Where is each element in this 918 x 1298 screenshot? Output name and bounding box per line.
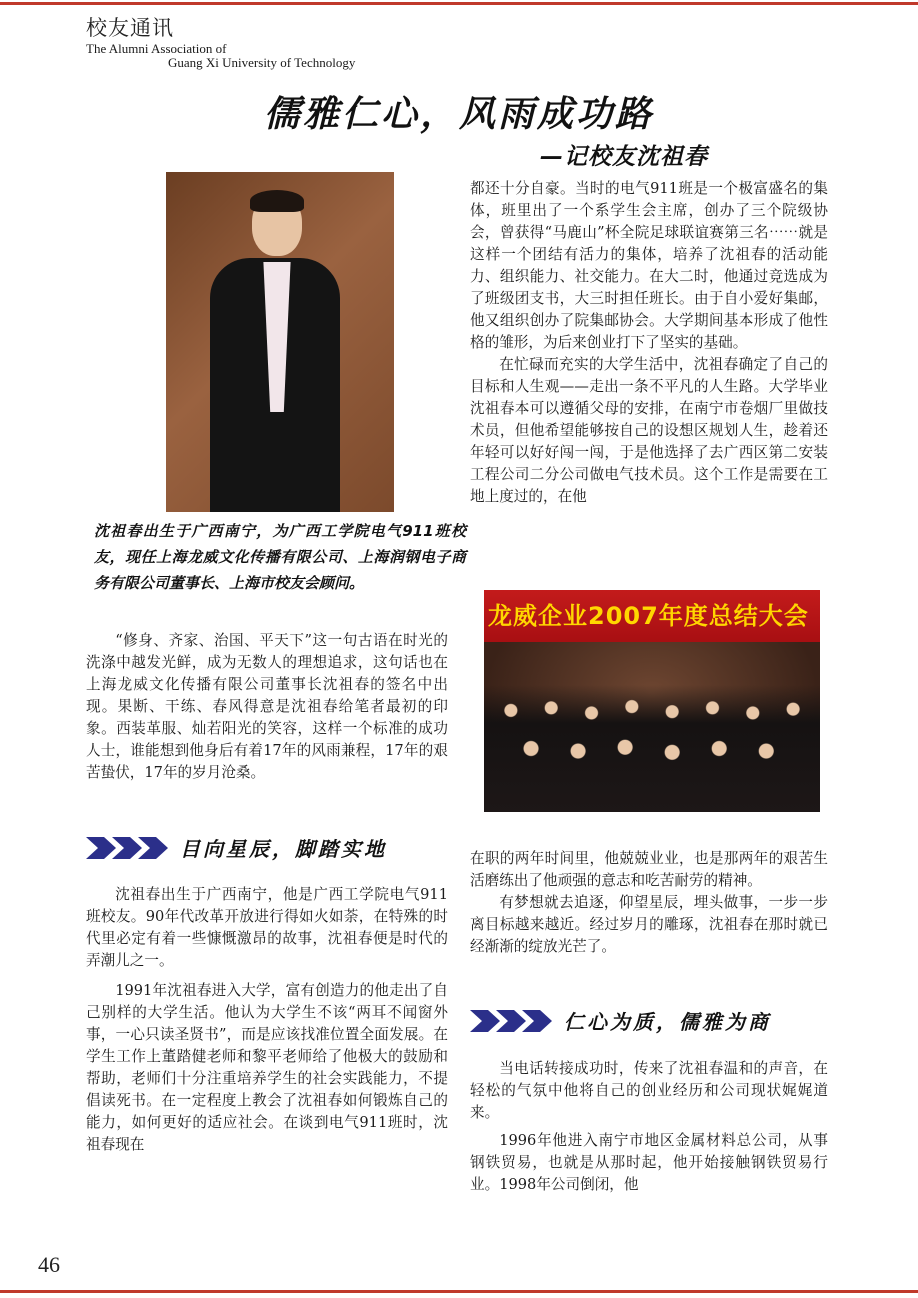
section2-body — [470, 1058, 828, 1196]
photo-caption: 沈祖春出生于广西南宁，为广西工学院电气911班校友，现任上海龙威文化传播有限公司、上海润钢电子商务有限公司董事长、上海市校友会顾问。 — [94, 522, 466, 592]
bottom-rule — [0, 1290, 918, 1293]
group-photo-banner: 龙威企业2007年度总结大会 — [484, 590, 820, 642]
section1-paragraph-2: 1991年沈祖春进入大学，富有创造力的他走出了自己别样的大学生活。他认为大学生不该“两耳不闻窗外事，一心只读圣贤书”，而是应该找准位置全面发展。在学生工作上董踏健老师和黎平老师给了他极大的鼓励和帮助，老师们十分注重培养学生的社会实践能力，不提倡读死书。在一定程度上教会了沈祖春如何锻炼自己的能力，如何更好的适应社会。在谈到电气911班时，沈祖春现在 — [86, 982, 448, 1153]
portrait-hair — [250, 190, 304, 212]
section2-heading — [470, 1006, 771, 1035]
masthead-en-line2: Guang Xi University of Technology — [168, 55, 356, 70]
group-photo — [484, 590, 820, 812]
section1-heading — [86, 833, 387, 862]
right-column-middle — [470, 848, 828, 958]
masthead-cn: 校友通讯 — [86, 16, 174, 40]
triple-chevron-icon — [470, 1008, 554, 1034]
right-paragraph-2: 在忙碌而充实的大学生活中，沈祖春确定了自己的目标和人生观——走出一条不平凡的人生路。大学毕业沈祖春本可以遵循父母的安排，在南宁市卷烟厂里做技术员，但他希望能够按自己的设想区规划人生，趁着还年轻可以好好闯一闯，于是他选择了去广西区第二安装工程公司二分公司做电气技术员。这个工作是需要在工地上度过的，在他 — [470, 356, 828, 505]
section1-paragraph-1: 沈祖春出生于广西南宁，他是广西工学院电气911班校友。90年代改革开放进行得如火如荼，在特殊的时代里必定有着一些慷慨激昂的故事，沈祖春便是时代的弄潮儿之一。 — [86, 886, 448, 969]
portrait-photo — [166, 172, 394, 512]
group-photo-crowd — [484, 685, 820, 812]
section1-body — [86, 884, 448, 1156]
section1-title: 目向星辰，脚踏实地 — [180, 837, 387, 861]
right-paragraph-1: 都还十分自豪。当时的电气911班是一个极富盛名的集体，班里出了一个系学生会主席，创办了三个院级协会，曾获得“马鹿山”杯全院足球联谊赛第三名⋯⋯就是这样一个团结有活力的集体，培养了沈祖春的活动能力、组织能力、社交能力。在大二时，他通过竞选成为了班级团支书，大三时担任班长。由于自小爱好集邮，他又组织创办了院集邮协会。大学期间基本形成了他性格的雏形，为后来创业打下了坚实的基础。 — [470, 180, 828, 351]
section2-paragraph-1: 当电话转接成功时，传来了沈祖春温和的声音，在轻松的气氛中他将自己的创业经历和公司现状娓娓道来。 — [470, 1060, 828, 1121]
right-paragraph-4: 有梦想就去追逐，仰望星辰，埋头做事，一步一步离目标越来越近。经过岁月的雕琢，沈祖春在那时就已经渐渐的绽放光芒了。 — [470, 894, 828, 955]
triple-chevron-icon — [86, 835, 170, 861]
article-subtitle: —记校友沈祖春 — [540, 144, 708, 170]
masthead — [86, 16, 355, 70]
page-number: 46 — [38, 1252, 60, 1277]
masthead-en-line1: The Alumni Association of — [86, 41, 227, 56]
right-column-top — [470, 178, 828, 508]
section2-paragraph-2: 1996年他进入南宁市地区金属材料总公司，从事钢铁贸易，也就是从那时起，他开始接触钢铁贸易行业。1998年公司倒闭，他 — [470, 1132, 828, 1193]
section2-title: 仁心为质，儒雅为商 — [564, 1010, 771, 1034]
right-paragraph-3: 在职的两年时间里，他兢兢业业，也是那两年的艰苦生活磨练出了他顽强的意志和吃苦耐劳的精神。 — [470, 850, 828, 889]
top-rule — [0, 2, 918, 5]
intro-paragraph — [86, 630, 448, 784]
article-title: 儒雅仁心，风雨成功路 — [263, 94, 654, 135]
intro-text: “修身、齐家、治国、平天下”这一句古语在时光的洗涤中越发光鲜，成为无数人的理想追求，这句话也在上海龙威文化传播有限公司董事长沈祖春的签名中出现。果断、干练、春风得意是沈祖春给笔者最初的印象。西装革服、灿若阳光的笑容，这样一个标准的成功人士，谁能想到他身后有着17年的风雨兼程，17年的艰苦蛰伏，17年的岁月沧桑。 — [86, 632, 448, 781]
